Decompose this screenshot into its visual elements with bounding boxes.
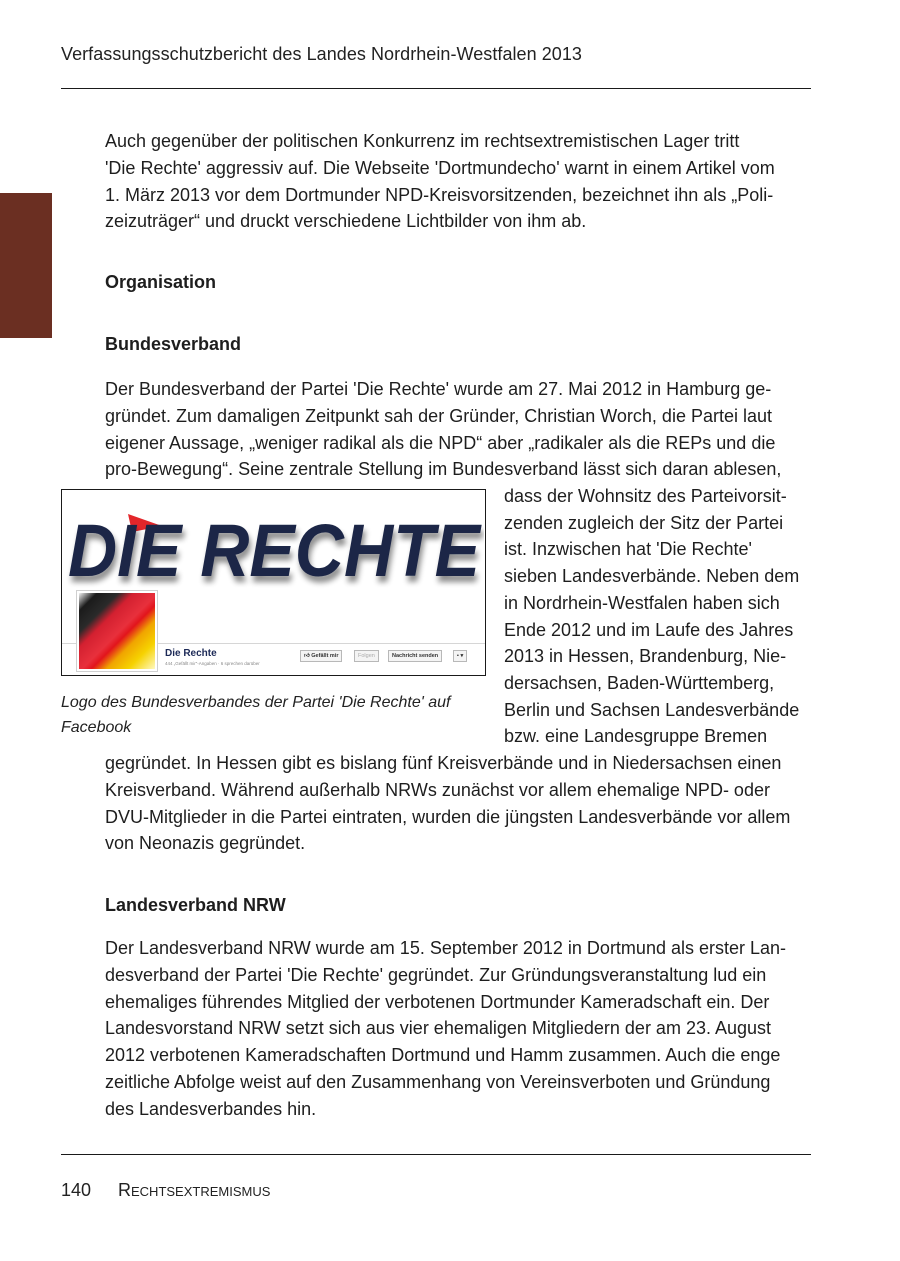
text-line: zeizuträger“ und druckt verschiedene Lichtbilder von ihm ab.: [105, 211, 587, 232]
like-button[interactable]: 👍︎ Gefällt mir: [300, 650, 342, 662]
text-line: gegründet. In Hessen gibt es bislang fünf Kreisverbände und in Niedersachsen einen: [105, 753, 782, 773]
follow-button[interactable]: Folgen: [354, 650, 379, 662]
running-header: Verfassungsschutzbericht des Landes Nordrhein-Westfalen 2013: [61, 44, 582, 64]
text-line: ehemaliges führendes Mitglied der verbotenen Dortmunder Kameradschaft ein. Der: [105, 991, 770, 1012]
german-flag-image: [79, 593, 155, 669]
send-message-button[interactable]: Nachricht senden: [388, 650, 442, 662]
text-line: eigener Aussage, „weniger radikal als die NPD“ aber „radikaler als die REPs und die: [105, 432, 776, 453]
text-line: ist. Inzwischen hat 'Die Rechte': [504, 539, 752, 560]
text-line: 1. März 2013 vor dem Dortmunder NPD-Kreisvorsitzenden, bezeichnet ihn als „Poli-: [105, 184, 774, 205]
header-rule: [61, 88, 811, 89]
more-options-dropdown[interactable]: ▪ ▾: [453, 650, 467, 662]
text-line: sieben Landesverbände. Neben dem: [504, 566, 800, 587]
text-line: Der Bundesverband der Partei 'Die Rechte' wurde am 27. Mai 2012 in Hamburg ge-: [105, 379, 772, 399]
bundesverband-paragraph-top: [105, 376, 813, 483]
text-line: Landesvorstand NRW setzt sich aus vier ehemaligen Mitgliedern der am 23. August: [105, 1018, 772, 1039]
figure-caption: [61, 690, 481, 740]
die-rechte-logo: [64, 502, 484, 590]
text-line: desverband der Partei 'Die Rechte' gegründet. Zur Gründungsveranstaltung lud ein: [105, 964, 767, 985]
text-line: Berlin und Sachsen Landesverbände: [504, 699, 800, 720]
text-line: zeitliche Abfolge weist auf den Zusammenhang von Vereinsverboten und Gründung: [105, 1071, 771, 1092]
landesverband-paragraph: [105, 935, 813, 1123]
page-number: 140: [61, 1180, 92, 1200]
text-line: Ende 2012 und im Laufe des Jahres: [504, 619, 794, 640]
text-line: zenden zugleich der Sitz der Partei: [504, 512, 784, 533]
text-line: Auch gegenüber der politischen Konkurrenz im rechtsextremistischen Lager tritt: [105, 131, 740, 151]
text-line: von Neonazis gegründet.: [105, 833, 306, 854]
text-line: 2012 verbotenen Kameradschaften Dortmund und Hamm zusammen. Auch die enge: [105, 1045, 781, 1066]
text-line: DVU-Mitglieder in die Partei eintraten, wurden die jüngsten Landesverbände vor allem: [105, 806, 791, 827]
caption-line: Facebook: [61, 719, 132, 736]
bundesverband-paragraph-bottom: [105, 750, 813, 857]
heading-bundesverband: Bundesverband: [105, 334, 242, 354]
footer-rule: [61, 1154, 811, 1155]
footer-section-name: Rechtsextremismus: [118, 1180, 271, 1200]
intro-paragraph: [105, 128, 813, 235]
heading-organisation: Organisation: [105, 272, 217, 292]
facebook-page-meta: 444 „Gefällt mir“-Angaben · 6 sprechen darüber: [165, 661, 260, 666]
thumbs-up-icon: 👍︎: [304, 653, 310, 659]
text-line: 2013 in Hessen, Brandenburg, Nie-: [504, 646, 787, 667]
caption-line: Logo des Bundesverbandes der Partei 'Die Rechte' auf: [61, 694, 451, 711]
bundesverband-paragraph-wrapped: [504, 483, 814, 750]
text-line: Der Landesverband NRW wurde am 15. September 2012 in Dortmund als erster Lan-: [105, 938, 787, 958]
facebook-page-name[interactable]: Die Rechte: [165, 648, 217, 659]
text-line: dersachsen, Baden-Württemberg,: [504, 672, 775, 693]
text-line: des Landesverbandes hin.: [105, 1098, 317, 1119]
facebook-page-figure: [61, 489, 486, 676]
text-line: 'Die Rechte' aggressiv auf. Die Webseite 'Dortmundecho' warnt in einem Artikel vom: [105, 157, 775, 178]
text-line: dass der Wohnsitz des Parteivorsit-: [504, 486, 787, 506]
text-line: gründet. Zum damaligen Zeitpunkt sah der Gründer, Christian Worch, die Partei laut: [105, 405, 773, 426]
profile-picture[interactable]: [76, 590, 158, 672]
text-line: bzw. eine Landesgruppe Bremen: [504, 726, 768, 747]
logo-text: DIE RECHTE: [68, 509, 483, 590]
text-line: in Nordrhein-Westfalen haben sich: [504, 592, 780, 613]
text-line: pro-Bewegung“. Seine zentrale Stellung im Bundesverband lässt sich daran ablesen,: [105, 459, 782, 480]
chapter-tab-marker: [0, 193, 52, 338]
text-line: Kreisverband. Während außerhalb NRWs zunächst vor allem ehemalige NPD- oder: [105, 779, 770, 800]
heading-landesverband-nrw: Landesverband NRW: [105, 895, 286, 915]
